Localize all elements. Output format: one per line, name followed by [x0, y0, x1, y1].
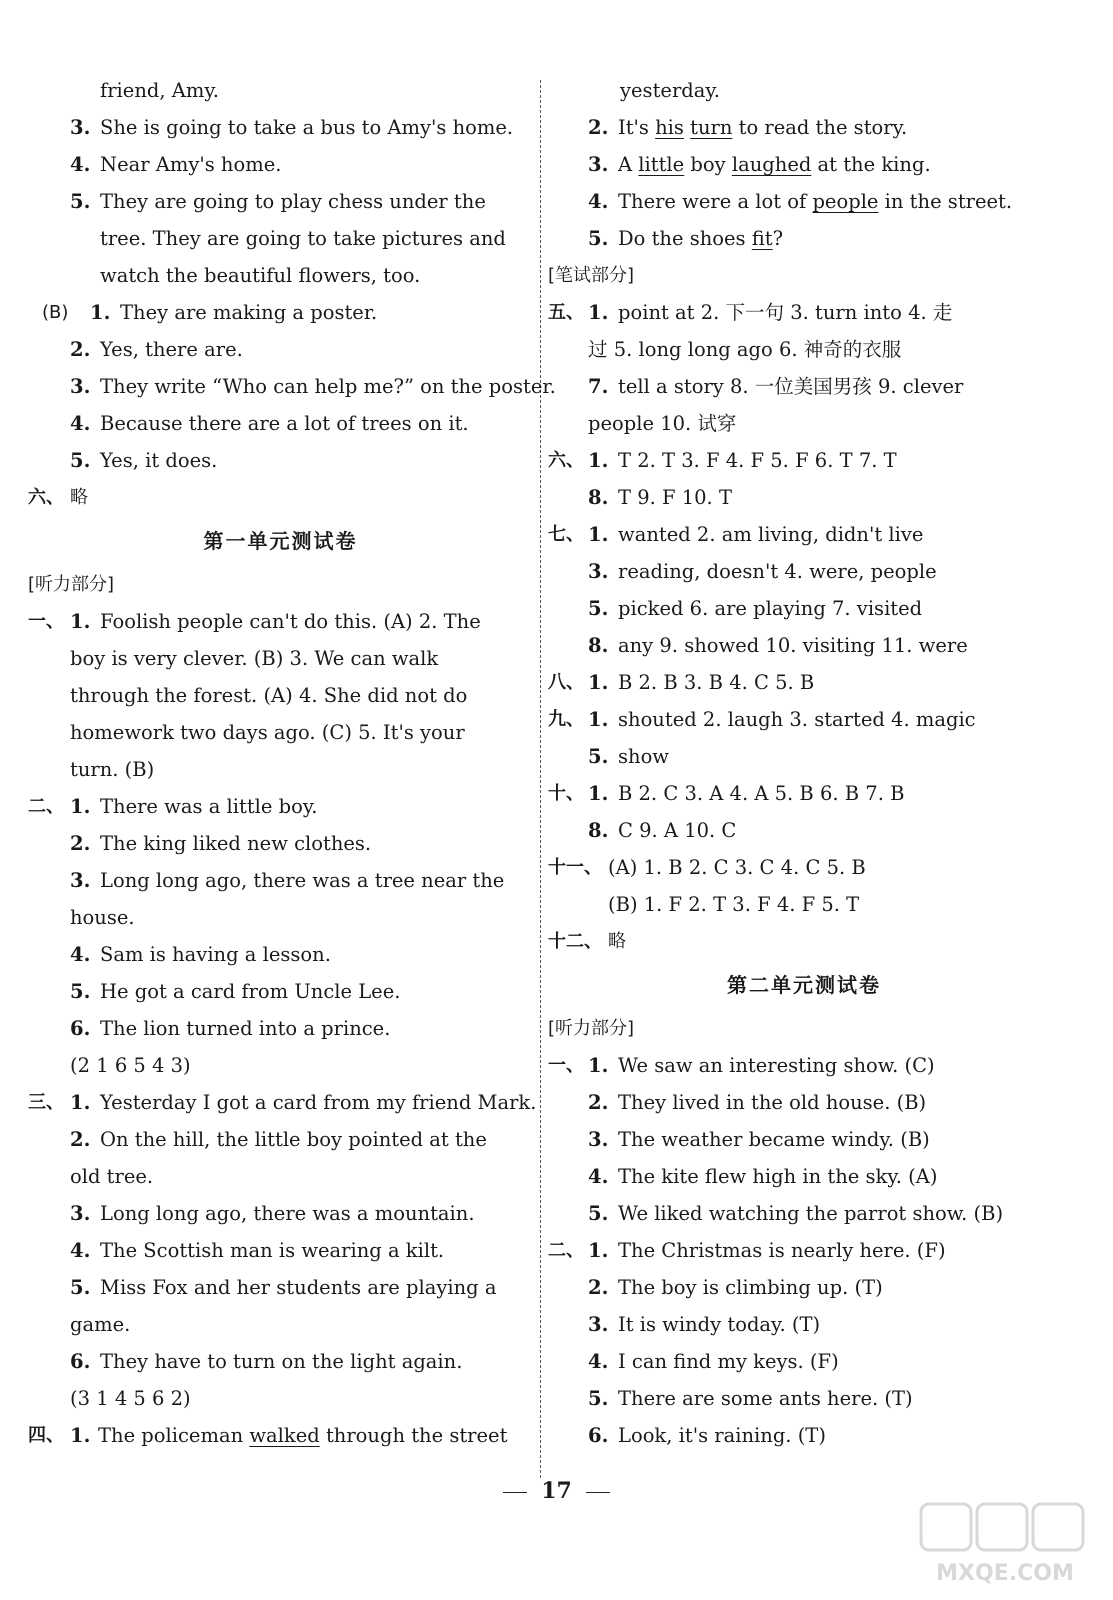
answer-text: Long long ago, there was a tree near the	[100, 869, 505, 892]
answer-text: Foolish people can't do this. (A) 2. The	[100, 610, 481, 633]
item-number: 5.	[70, 190, 91, 213]
answer-text: T 9. F 10. T	[618, 486, 732, 509]
item-number: 1.	[588, 671, 609, 694]
answer-line	[28, 936, 533, 973]
answer-text: They lived in the old house. (B)	[618, 1091, 927, 1114]
item-number: 4.	[70, 153, 91, 176]
answer-text: Sam is having a lesson.	[100, 943, 331, 966]
section-marker: 三、	[28, 1092, 64, 1113]
underline-answer-2: 2. It's his turn to read the story.	[588, 116, 908, 139]
answer-text: The lion turned into a prince.	[100, 1017, 391, 1040]
answer-text: picked 6. are playing 7. visited	[618, 597, 923, 620]
answer-text: Look, it's raining. (T)	[618, 1424, 826, 1447]
item-number: 6.	[70, 1350, 91, 1373]
item-number: 2.	[588, 1276, 609, 1299]
item-number: 1.	[70, 610, 91, 633]
answer-text: C 9. A 10. C	[618, 819, 737, 842]
answer-text: people 10. 试穿	[588, 412, 737, 435]
underline-answer-4: 4. There were a lot of people in the street.	[588, 190, 1013, 213]
answer-text: shouted 2. laugh 3. started 4. magic	[618, 708, 976, 731]
item-number: 5.	[588, 1387, 609, 1410]
answer-line	[28, 640, 533, 677]
answer-line	[28, 1158, 533, 1195]
item-number: 6.	[588, 1424, 609, 1447]
answer-line	[548, 1232, 1060, 1269]
answer-line	[548, 1195, 1060, 1232]
item-number: 8.	[588, 819, 609, 842]
answer-line	[28, 183, 533, 220]
answer-line	[28, 1121, 533, 1158]
answer-text: They are going to play chess under the	[100, 190, 486, 213]
answer-text: Because there are a lot of trees on it.	[100, 412, 469, 435]
section-marker: 九、	[548, 709, 584, 730]
item-number: 2.	[70, 832, 91, 855]
answer-text: Long long ago, there was a mountain.	[100, 1202, 475, 1225]
answer-line	[548, 1269, 1060, 1306]
answer-line	[548, 1121, 1060, 1158]
answer-line	[28, 677, 533, 714]
answer-line	[548, 294, 1060, 331]
answer-line	[28, 294, 533, 331]
underlined-word: his	[655, 116, 684, 139]
answer-text: She is going to take a bus to Amy's home.	[100, 116, 514, 139]
listening-section-label-2: [听力部分]	[548, 1018, 635, 1039]
column-divider	[540, 80, 541, 1478]
answer-text: They write “Who can help me?” on the poster.	[100, 375, 556, 398]
item-number: 3.	[588, 1128, 609, 1151]
answer-text: 略	[608, 931, 626, 952]
answer-line	[28, 405, 533, 442]
answer-text: game.	[70, 1313, 131, 1336]
unit1-section-1	[28, 603, 533, 788]
item-number: 4.	[70, 1239, 91, 1262]
answer-line	[28, 788, 533, 825]
item-number: 1.	[70, 795, 91, 818]
answer-text: The boy is climbing up. (T)	[618, 1276, 883, 1299]
answer-line	[28, 899, 533, 936]
answer-text: It is windy today. (T)	[618, 1313, 821, 1336]
section-marker: 十、	[548, 783, 584, 804]
answer-text: B 2. C 3. A 4. A 5. B 6. B 7. B	[618, 782, 905, 805]
item-number: 1.	[588, 301, 609, 324]
answer-text: reading, doesn't 4. were, people	[618, 560, 937, 583]
item-number: 1.	[90, 301, 111, 324]
watermark-logo	[915, 1500, 1095, 1590]
answer-text: friend, Amy.	[100, 79, 219, 102]
item-number: 2.	[70, 1128, 91, 1151]
answer-line	[28, 1195, 533, 1232]
answer-text: The king liked new clothes.	[100, 832, 372, 855]
item-number: 1.	[588, 449, 609, 472]
answer-line	[28, 973, 533, 1010]
answer-text: They are making a poster.	[120, 301, 378, 324]
answer-line	[548, 1343, 1060, 1380]
answer-line	[28, 825, 533, 862]
item-number: 3.	[70, 375, 91, 398]
answer-line	[28, 1047, 533, 1084]
answer-line	[548, 775, 1060, 812]
section-marker: 六、	[548, 450, 584, 471]
section-marker: 十二、	[548, 931, 602, 952]
item-number: 5.	[70, 449, 91, 472]
answer-text: 略	[70, 487, 88, 508]
answer-text: I can find my keys. (F)	[618, 1350, 839, 1373]
answer-text: Yes, there are.	[100, 338, 243, 361]
underlined-word: walked	[249, 1424, 320, 1447]
answer-text: wanted 2. am living, didn't live	[618, 523, 924, 546]
answer-line	[548, 331, 1060, 368]
answer-text: (2 1 6 5 4 3)	[70, 1054, 191, 1077]
item-number: 3.	[588, 1313, 609, 1336]
item-number: 8.	[588, 634, 609, 657]
item-number: 3.	[70, 116, 91, 139]
answer-line	[548, 664, 1060, 701]
written-answers	[548, 294, 1060, 960]
answer-line	[28, 1269, 533, 1306]
answer-line	[548, 627, 1060, 664]
answer-line	[548, 812, 1060, 849]
answer-text: tree. They are going to take pictures and	[100, 227, 506, 250]
item-number: 4.	[70, 412, 91, 435]
answer-text: The Christmas is nearly here. (F)	[618, 1239, 946, 1262]
item-number: 5.	[70, 1276, 91, 1299]
item-number: 3.	[70, 1202, 91, 1225]
left-top-answers	[28, 72, 556, 516]
item-number: 5.	[588, 745, 609, 768]
answer-line	[28, 368, 556, 405]
unit1-section-4-line: 四、 1. The policeman walked through the street	[28, 1424, 508, 1447]
section-marker: 一、	[28, 611, 64, 632]
right-column	[548, 72, 1060, 1454]
item-number: 1.	[588, 708, 609, 731]
section-marker: 五、	[548, 302, 584, 323]
item-number: 3.	[70, 869, 91, 892]
item-number: 2.	[70, 338, 91, 361]
answer-line	[548, 442, 1060, 479]
answer-line	[548, 738, 1060, 775]
answer-line	[28, 257, 533, 294]
answer-text: homework two days ago. (C) 5. It's your	[70, 721, 465, 744]
listening-section-label: [听力部分]	[28, 574, 115, 595]
answer-line	[548, 701, 1060, 738]
item-number: 3.	[588, 560, 609, 583]
answer-text: (A) 1. B 2. C 3. C 4. C 5. B	[608, 856, 866, 879]
answer-text: point at 2. 下一句 3. turn into 4. 走	[618, 301, 953, 324]
item-number: 4.	[588, 1350, 609, 1373]
answer-line	[548, 923, 1060, 960]
answer-line	[28, 72, 533, 109]
answer-line	[28, 442, 533, 479]
item-number: 4.	[70, 943, 91, 966]
answer-line	[28, 1010, 533, 1047]
section-marker: (B)	[42, 302, 69, 323]
written-section-label: [笔试部分]	[548, 265, 635, 286]
answer-line	[548, 1047, 1060, 1084]
answer-text: 过 5. long long ago 6. 神奇的衣服	[588, 338, 902, 361]
answer-line	[28, 603, 533, 640]
answer-text: We saw an interesting show. (C)	[618, 1054, 935, 1077]
watermark-text: MXQE.COM	[936, 1561, 1074, 1586]
item-number: 1.	[588, 1054, 609, 1077]
underlined-word: turn	[690, 116, 733, 139]
answer-line	[548, 1380, 1060, 1417]
answer-text: On the hill, the little boy pointed at the	[100, 1128, 487, 1151]
answer-line	[548, 590, 1060, 627]
item-number: 2.	[588, 1091, 609, 1114]
item-number: 1.	[588, 1239, 609, 1262]
footer-dash-right	[586, 1492, 610, 1493]
section-marker: 二、	[548, 1240, 584, 1261]
continuation-line: yesterday.	[620, 79, 720, 102]
answer-text: house.	[70, 906, 135, 929]
answer-text: (3 1 4 5 6 2)	[70, 1387, 191, 1410]
answer-text: show	[618, 745, 669, 768]
answer-line	[28, 1380, 533, 1417]
answer-text: B 2. B 3. B 4. C 5. B	[618, 671, 815, 694]
answer-line	[548, 849, 1060, 886]
unit1-test-heading: 第一单元测试卷	[203, 529, 358, 553]
answer-text: (B) 1. F 2. T 3. F 4. F 5. T	[608, 893, 860, 916]
answer-text: They have to turn on the light again.	[100, 1350, 463, 1373]
answer-line	[28, 1084, 537, 1121]
answer-text: through the forest. (A) 4. She did not do	[70, 684, 468, 707]
section-marker: 六、	[28, 487, 64, 508]
answer-line	[28, 862, 533, 899]
answer-line	[28, 751, 533, 788]
unit1-section-2	[28, 788, 533, 1084]
left-column	[28, 72, 556, 1454]
item-number: 1.	[588, 782, 609, 805]
unit2-section-2	[548, 1232, 1060, 1454]
item-number: 4.	[588, 1165, 609, 1188]
answer-text: tell a story 8. 一位美国男孩 9. clever	[618, 375, 964, 398]
footer-dash-left	[503, 1492, 527, 1493]
answer-line	[28, 1232, 533, 1269]
underlined-word: people	[812, 190, 879, 213]
item-number: 5.	[588, 1202, 609, 1225]
answer-text: boy is very clever. (B) 3. We can walk	[70, 647, 439, 670]
answer-line	[548, 516, 1060, 553]
answer-line	[548, 368, 1060, 405]
unit1-section-3	[28, 1084, 537, 1417]
answer-line	[548, 553, 1060, 590]
answer-text: turn. (B)	[70, 758, 155, 781]
underlined-word: fit	[751, 227, 773, 250]
answer-text: There was a little boy.	[100, 795, 318, 818]
section-marker: 十一、	[548, 857, 602, 878]
answer-line	[548, 1306, 1060, 1343]
answer-line	[28, 220, 533, 257]
item-number: 6.	[70, 1017, 91, 1040]
item-number: 8.	[588, 486, 609, 509]
answer-text: Yes, it does.	[100, 449, 218, 472]
answer-line	[28, 1343, 533, 1380]
item-number: 5.	[70, 980, 91, 1003]
underline-answer-3: 3. A little boy laughed at the king.	[588, 153, 931, 176]
answer-line	[28, 714, 533, 751]
section-marker: 七、	[548, 524, 584, 545]
item-number: 1.	[588, 523, 609, 546]
answer-line	[28, 479, 533, 516]
answer-text: old tree.	[70, 1165, 154, 1188]
unit2-section-1	[548, 1047, 1060, 1232]
page-number: 17	[541, 1478, 572, 1504]
answer-text: any 9. showed 10. visiting 11. were	[618, 634, 968, 657]
answer-text: watch the beautiful flowers, too.	[100, 264, 421, 287]
underlined-word: little	[638, 153, 685, 176]
item-number: 7.	[588, 375, 609, 398]
section-marker: 一、	[548, 1055, 584, 1076]
answer-text: The kite flew high in the sky. (A)	[618, 1165, 938, 1188]
answer-line	[28, 109, 533, 146]
answer-line	[548, 1084, 1060, 1121]
underlined-word: laughed	[731, 153, 812, 176]
answer-text: T 2. T 3. F 4. F 5. F 6. T 7. T	[618, 449, 897, 472]
section-marker: 二、	[28, 796, 64, 817]
answer-line	[28, 1306, 533, 1343]
answer-text: Yesterday I got a card from my friend Mark.	[100, 1091, 537, 1114]
answer-text: The weather became windy. (B)	[618, 1128, 930, 1151]
answer-text: The Scottish man is wearing a kilt.	[100, 1239, 445, 1262]
answer-line	[548, 405, 1060, 442]
answer-text: Near Amy's home.	[100, 153, 282, 176]
answer-text: Miss Fox and her students are playing a	[100, 1276, 497, 1299]
answer-line	[28, 331, 533, 368]
answer-text: He got a card from Uncle Lee.	[100, 980, 401, 1003]
answer-line	[548, 479, 1060, 516]
answer-text: There are some ants here. (T)	[618, 1387, 913, 1410]
section-marker: 八、	[548, 672, 584, 693]
item-number: 5.	[588, 597, 609, 620]
answer-line	[548, 1158, 1060, 1195]
answer-text: We liked watching the parrot show. (B)	[618, 1202, 1004, 1225]
answer-line	[548, 1417, 1060, 1454]
item-number: 1.	[70, 1091, 91, 1114]
answer-line	[28, 146, 533, 183]
unit2-test-heading: 第二单元测试卷	[727, 973, 881, 997]
underline-answer-5: 5. Do the shoes fit?	[588, 227, 784, 250]
answer-line	[548, 886, 1060, 923]
